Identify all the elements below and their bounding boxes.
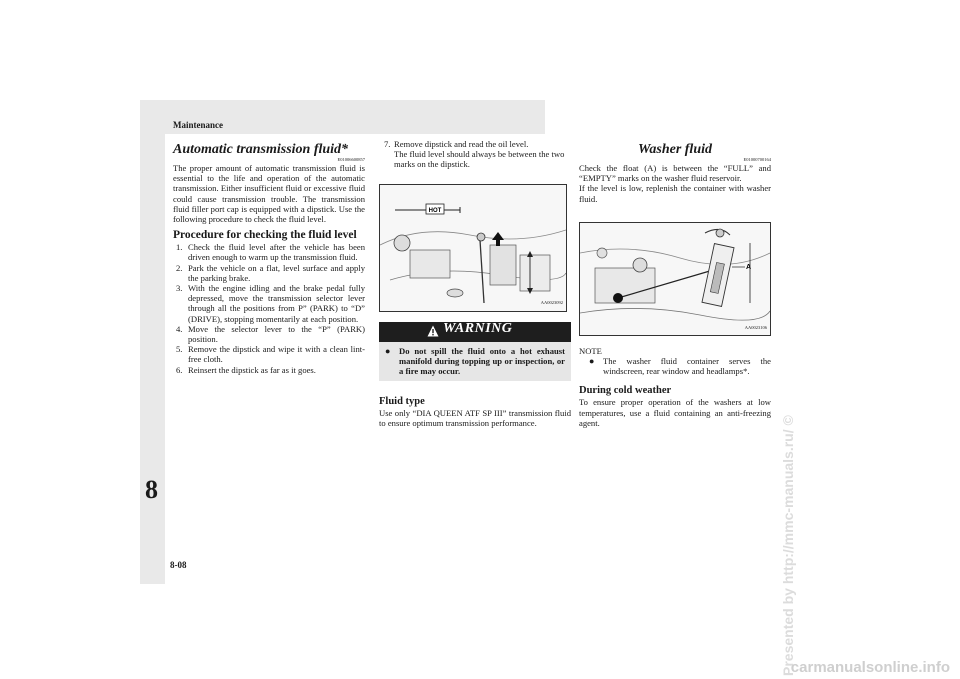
float-label: A xyxy=(746,263,752,271)
warning-label: WARNING xyxy=(443,320,513,336)
column-left xyxy=(173,142,365,375)
site-footer: carmanualsonline.info xyxy=(790,659,950,676)
section-label: Maintenance xyxy=(173,120,223,130)
list-item: 1. Check the fluid level after the vehicle has been driven enough to warm up the transmission fluid. xyxy=(176,242,365,263)
cold-weather-text: To ensure proper operation of the washers at low temperatures, use a fluid containing an anti-freezing agent. xyxy=(579,397,771,428)
atf-title: Automatic transmission fluid* xyxy=(173,142,349,157)
list-item: 6. Reinsert the dipstick as far as it goes. xyxy=(176,364,316,375)
procedure-heading: Procedure for checking the fluid level xyxy=(173,229,357,242)
page-number: 8-08 xyxy=(170,560,187,570)
fluid-type-text: Use only “DIA QUEEN ATF SP III” transmission fluid to ensure optimum transmission performance. xyxy=(379,408,571,429)
cold-weather-heading: During cold weather xyxy=(579,385,672,397)
list-item: 5. Remove the dipstick and wipe it with a clean lint-free cloth. xyxy=(176,344,365,365)
washer-figure xyxy=(579,222,771,336)
figure-code: AA0023106 xyxy=(744,324,767,330)
procedure-steps xyxy=(173,242,365,375)
washer-title: Washer fluid xyxy=(637,142,713,157)
side-watermark: Presented by http://mmc-manuals.ru/ © xyxy=(780,415,796,676)
list-item: 2. Park the vehicle on a flat, level surface and apply the parking brake. xyxy=(176,262,365,283)
bullet-icon: ● xyxy=(385,345,391,356)
hot-mark: HOT xyxy=(428,207,442,214)
chapter-tab: 8 xyxy=(145,475,158,504)
note-text: The washer fluid container serves the windscreen, rear window and headlamps*. xyxy=(603,356,771,377)
warning-body xyxy=(379,342,571,382)
chapter-side-strip xyxy=(140,134,165,584)
column-right xyxy=(579,142,771,428)
atf-code: E01006600857 xyxy=(337,157,365,162)
dipstick-illustration xyxy=(380,185,566,311)
column-middle xyxy=(379,139,571,429)
washer-code: E01000700164 xyxy=(743,157,771,162)
washer-reservoir-illustration xyxy=(580,223,770,335)
atf-intro: The proper amount of automatic transmission fluid is essential to the life and operation of the automatic transmission. Either insufficient fluid or excessive fluid could cause transmission trouble. The transmission fluid filler port cap is equipped with a dipstick. Use the following procedure to check the fluid level. xyxy=(173,163,365,225)
bullet-icon: ● xyxy=(589,356,595,367)
list-item: 3. With the engine idling and the brake pedal fully depressed, move the transmission selector lever through all the positions from P” (PARK) to “D” (DRIVE), stopping momentarily at each position. xyxy=(176,283,365,324)
step-7: 7. Remove dipstick and read the oil level. The fluid level should always be between the two marks on the dipstick. xyxy=(384,139,565,170)
warning-text: Do not spill the fluid onto a hot exhaust manifold during topping up or inspection, or a fire may occur. xyxy=(399,345,565,377)
list-item: 4. Move the selector lever to the “P” (PARK) position. xyxy=(176,323,365,345)
warning-bar xyxy=(379,322,571,342)
dipstick-figure xyxy=(379,184,567,312)
washer-para2: If the level is low, replenish the container with washer fluid. xyxy=(579,183,771,204)
warning-triangle-icon xyxy=(427,325,439,339)
note-item xyxy=(579,356,771,376)
fluid-type-heading: Fluid type xyxy=(379,396,425,408)
figure-code: AA0023092 xyxy=(540,300,563,306)
note-label: NOTE xyxy=(579,345,602,356)
washer-para1: Check the float (A) is between the “FULL” and “EMPTY” marks on the washer fluid reservoir. xyxy=(579,163,771,184)
